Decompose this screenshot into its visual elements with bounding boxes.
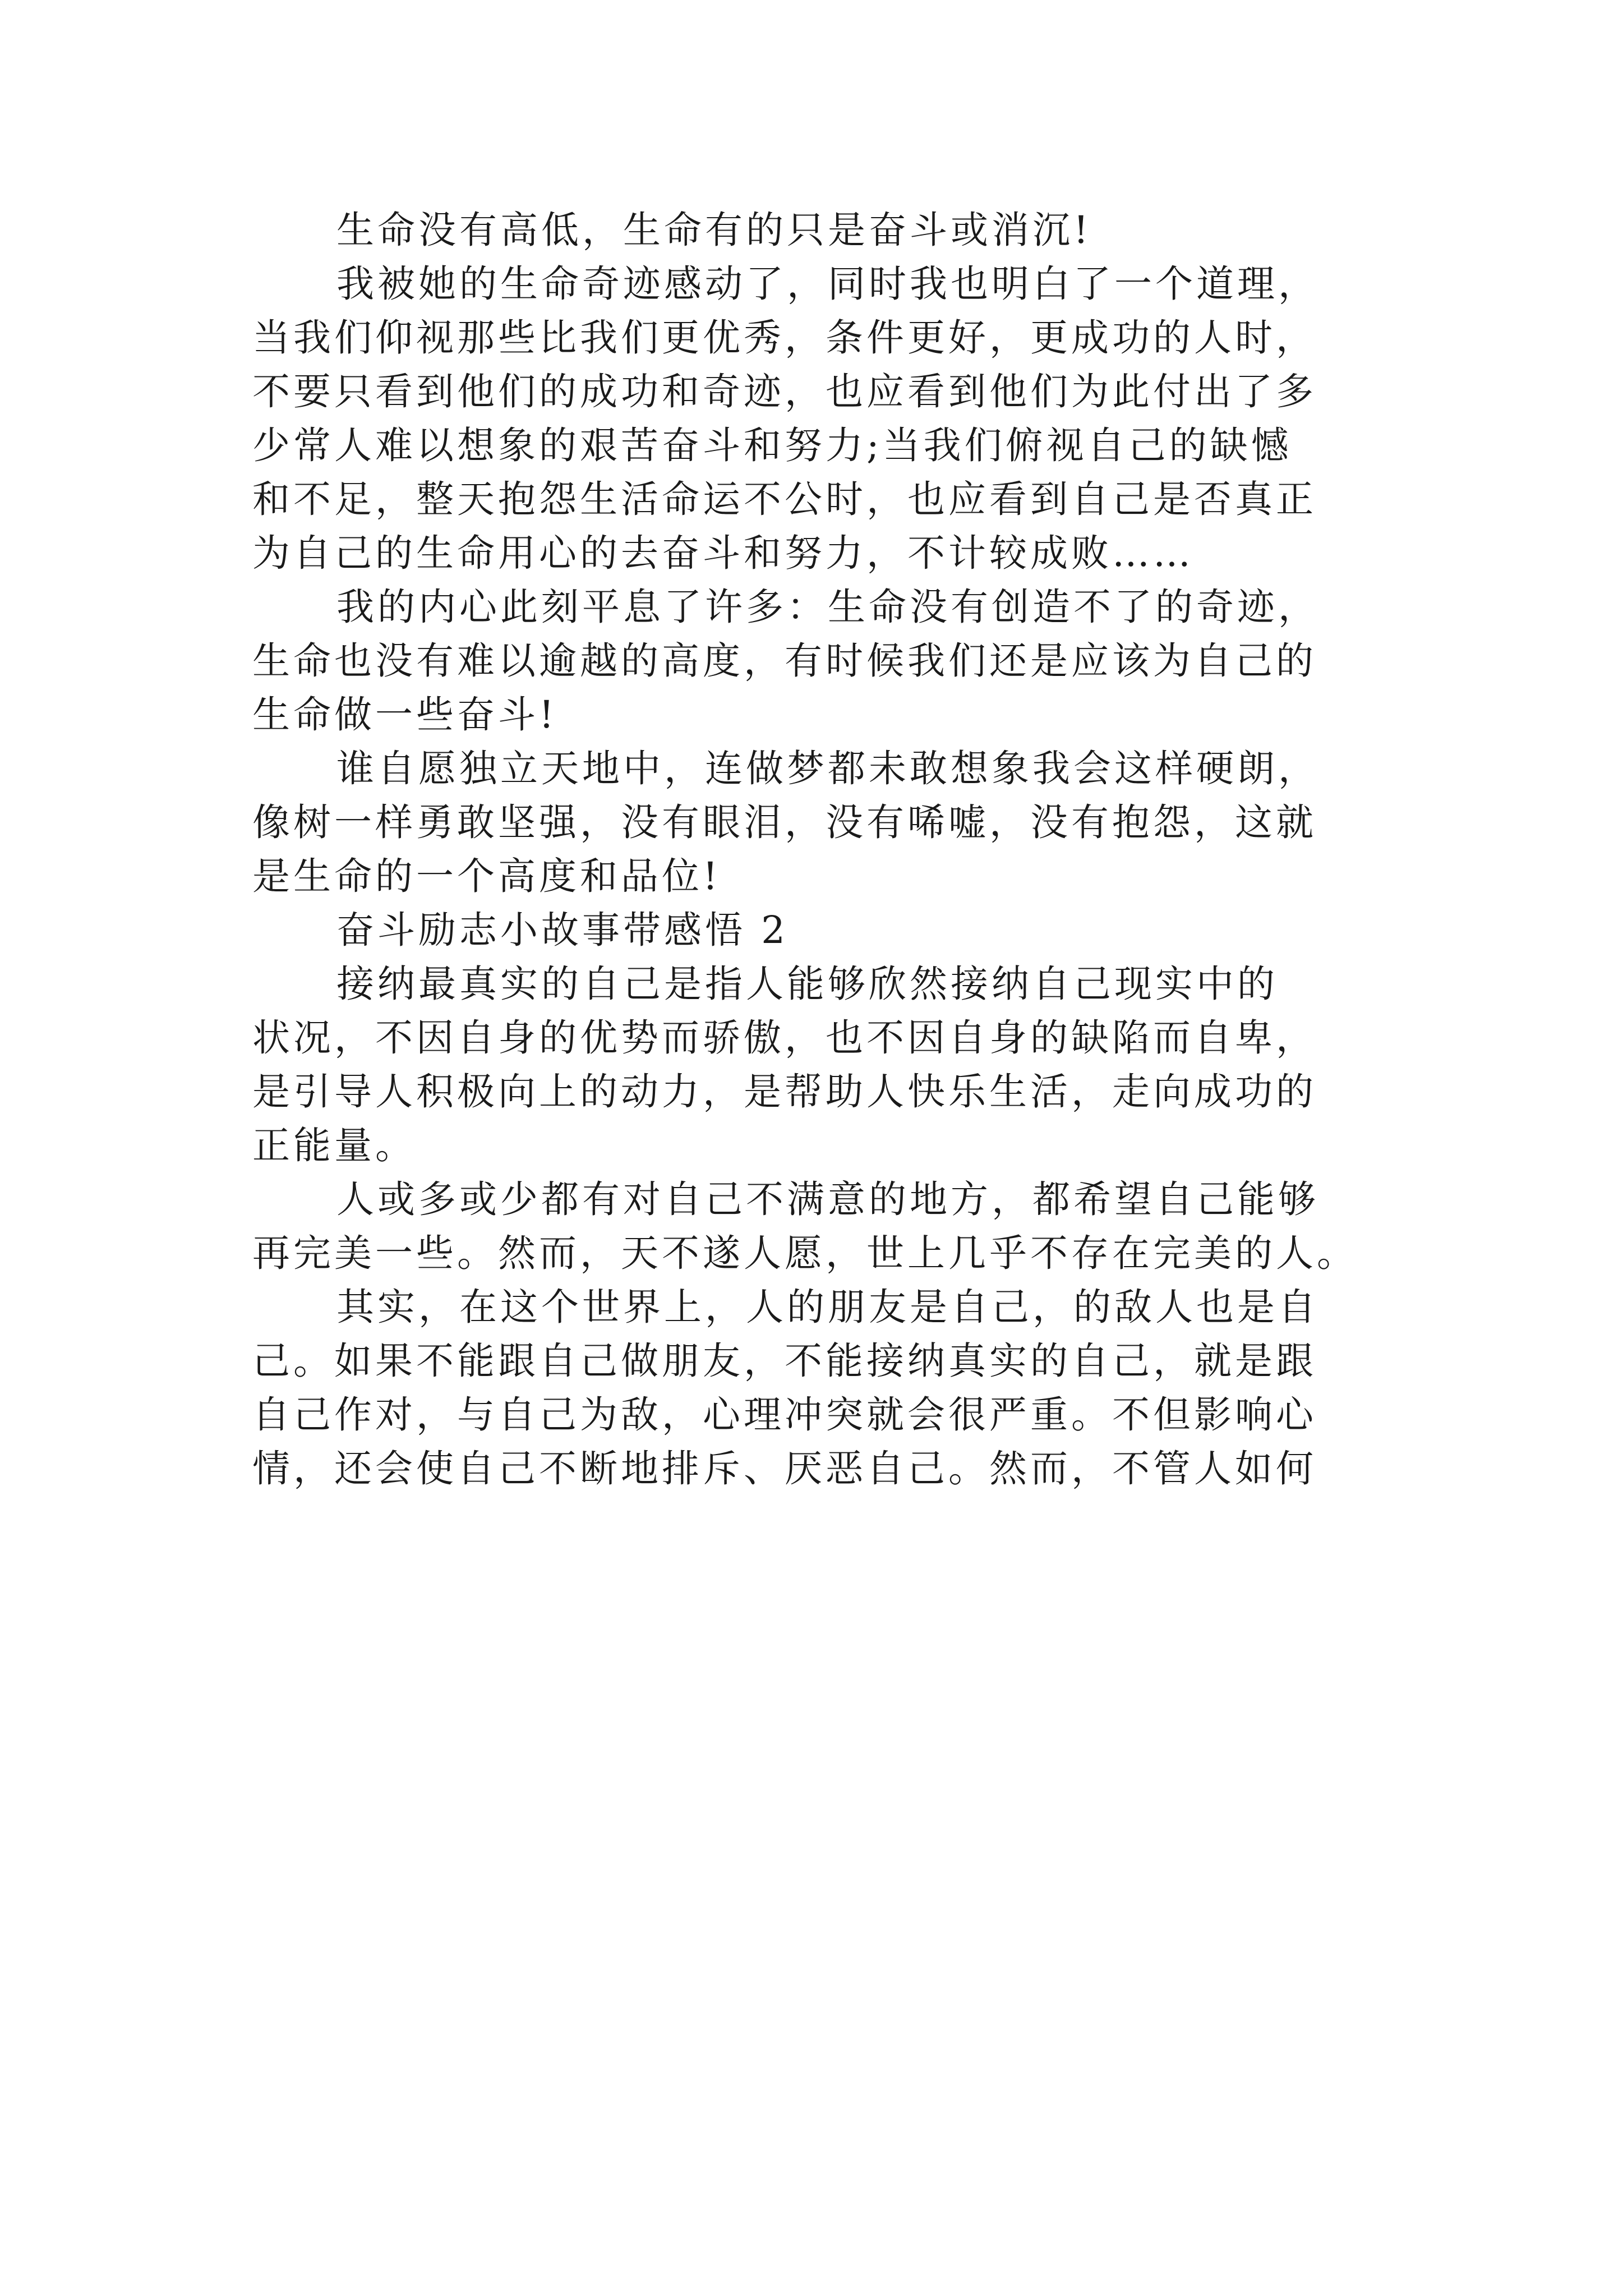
text-line: 像树一样勇敢坚强，没有眼泪，没有唏嘘，没有抱怨，这就 — [252, 800, 1317, 844]
text-line: 再完美一些。然而，天不遂人愿，世上几乎不存在完美的人。 — [252, 1231, 1358, 1275]
document-body — [252, 203, 1380, 1496]
text-line: 为自己的生命用心的去奋斗和努力，不计较成败…… — [252, 531, 1194, 575]
text-line: 己。如果不能跟自己做朋友，不能接纳真实的自己，就是跟 — [252, 1339, 1317, 1383]
text-line: 是引导人积极向上的动力，是帮助人快乐生活，走向成功的 — [252, 1070, 1317, 1114]
section-heading-text: 奋斗励志小故事带感悟 2 — [336, 908, 789, 952]
paragraph — [252, 742, 1380, 903]
text-line: 生命没有高低，生命有的只是奋斗或消沉! — [336, 208, 1092, 252]
text-line: 生命也没有难以逾越的高度，有时候我们还是应该为自己的 — [252, 639, 1317, 683]
paragraph — [252, 1172, 1380, 1280]
paragraph — [252, 1280, 1380, 1496]
text-line: 其实，在这个世界上，人的朋友是自己，的敌人也是自 — [336, 1285, 1319, 1329]
text-line: 和不足，整天抱怨生活命运不公时，也应看到自己是否真正 — [252, 477, 1317, 521]
text-line: 是生命的一个高度和品位! — [252, 854, 721, 898]
text-line: 当我们仰视那些比我们更优秀，条件更好，更成功的人时， — [252, 316, 1317, 360]
text-line: 正能量。 — [252, 1124, 416, 1167]
text-line: 不要只看到他们的成功和奇迹，也应看到他们为此付出了多 — [252, 370, 1317, 413]
text-line: 谁自愿独立天地中，连做梦都未敢想象我会这样硬朗， — [336, 747, 1319, 790]
paragraph — [252, 957, 1380, 1172]
text-line: 接纳最真实的自己是指人能够欣然接纳自己现实中的 — [336, 962, 1278, 1006]
text-line: 状况，不因自身的优势而骄傲，也不因自身的缺陷而自卑， — [252, 1016, 1317, 1060]
paragraph — [252, 203, 1380, 257]
paragraph — [252, 580, 1380, 742]
text-line: 人或多或少都有对自己不满意的地方，都希望自己能够 — [336, 1177, 1319, 1221]
text-line: 自己作对，与自己为敌，心理冲突就会很严重。不但影响心 — [252, 1393, 1317, 1437]
section-heading — [252, 903, 1380, 957]
text-line: 生命做一些奋斗! — [252, 693, 557, 737]
text-line: 我被她的生命奇迹感动了，同时我也明白了一个道理， — [336, 262, 1319, 306]
paragraph — [252, 257, 1380, 580]
text-line: 我的内心此刻平息了许多：生命没有创造不了的奇迹， — [336, 585, 1319, 629]
text-line: 情，还会使自己不断地排斥、厌恶自己。然而，不管人如何 — [252, 1447, 1317, 1490]
text-line: 少常人难以想象的艰苦奋斗和努力;当我们俯视自己的缺憾 — [252, 424, 1292, 467]
